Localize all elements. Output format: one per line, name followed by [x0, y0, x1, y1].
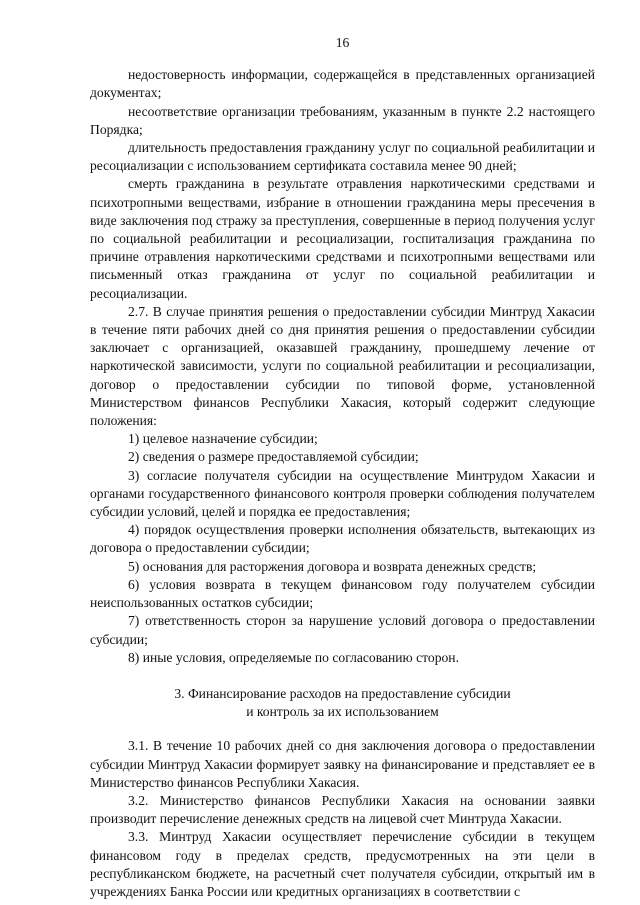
clause-3-2: 3.2. Министерство финансов Республики Хакасия на основании заявки производит перечисление денежных средств на лицевой счет Минтруда Хакасии. — [90, 792, 595, 827]
list-item: 8) иные условия, определяемые по согласованию сторон. — [128, 649, 459, 665]
paragraph: длительность предоставления гражданину услуг по социальной реабилитации и ресоциализации с использованием сертификата составила менее 90 дней; — [90, 140, 595, 174]
list-item: 3) согласие получателя субсидии на осуществление Минтрудом Хакасии и органами государственного финансового контроля проверки соблюдения получателем субсидии условий, целей и порядка ее предоставления; — [90, 467, 595, 520]
clause-3-3: 3.3. Минтруд Хакасии осуществляет перечисление субсидии в текущем финансовом году в пределах средств, предусмотренных на эти цели в республиканском бюджете, на расчетный счет получателя субсидии, открытый им в учреждениях Банка России или кредитных организациях в соответствии с — [90, 829, 595, 899]
clause-2-7: 2.7. В случае принятия решения о предоставлении субсидии Минтруд Хакасии в течение пяти рабочих дней со дня принятия решения о предоставлении субсидии заключает с организацией, оказавшей гражданину, прошедшему лечение от наркотической зависимости, услуги по социальной реабилитации и ресоциализации, договор о предоставлении субсидии по типовой форме, установленной Министерством финансов Республики Хакасия, который содержит следующие положения: — [90, 303, 595, 429]
section-heading — [90, 685, 595, 721]
page-number: 16 — [335, 35, 350, 50]
list-item: 7) ответственность сторон за нарушение условий договора о предоставлении субсидии; — [90, 613, 595, 647]
list-item: 2) сведения о размере предоставляемой субсидии; — [128, 449, 419, 465]
document-page — [90, 34, 595, 901]
list-item: 6) условия возврата в текущем финансовом году получателем субсидии неиспользованных остатков субсидии; — [90, 576, 595, 611]
list-item: 4) порядок осуществления проверки исполнения обязательств, вытекающих из договора о предоставлении субсидии; — [90, 522, 595, 556]
clause-3-1: 3.1. В течение 10 рабочих дней со дня заключения договора о предоставлении субсидии Минтруд Хакасии формирует заявку на финансирование и представляет ее в Министерство финансов Республики Хакасия. — [90, 738, 595, 790]
section-heading-line1: 3. Финансирование расходов на предоставление субсидии — [174, 685, 511, 701]
list-item: 5) основания для расторжения договора и возврата денежных средств; — [128, 558, 537, 574]
paragraph: несоответствие организации требованиям, указанным в пункте 2.2 настоящего Порядка; — [90, 103, 595, 137]
paragraph: смерть гражданина в результате отравления наркотическими средствами и психотропными веществами, избрание в отношении гражданина меры пресечения в виде заключения под стражу за преступления, совершенные в период получения услуг по социальной реабилитации и ресоциализации, госпитализация гражданина по причине отравления наркотическими средствами и психотропными веществами или письменный отказ гражданина от услуг по социальной реабилитации и ресоциализации. — [90, 176, 595, 301]
list-item: 1) целевое назначение субсидии; — [128, 431, 318, 447]
section-heading-line2: и контроль за их использованием — [246, 704, 439, 720]
paragraph: недостоверность информации, содержащейся в представленных организацией документах; — [90, 67, 595, 101]
